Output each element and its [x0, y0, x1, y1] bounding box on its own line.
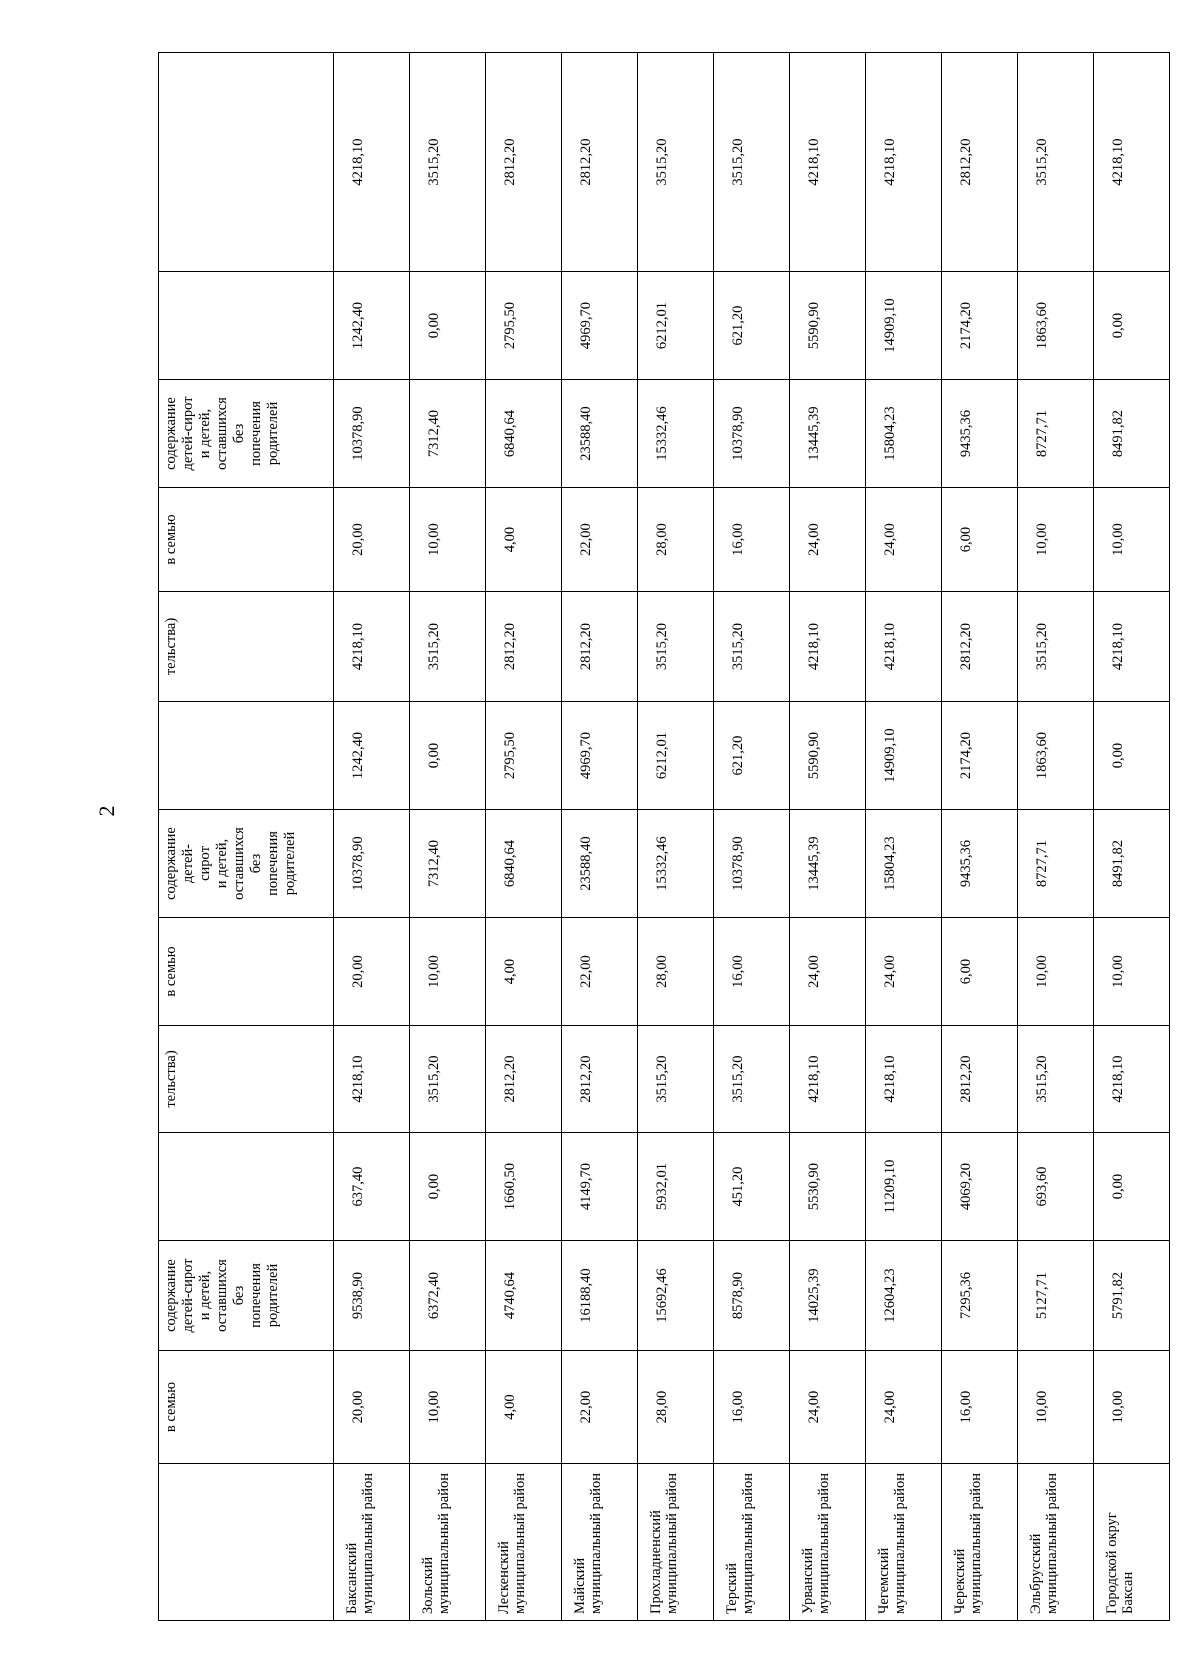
value-cell: 20,00 — [334, 918, 410, 1026]
value-cell: 16,00 — [714, 1351, 790, 1464]
header-cell-empty-3 — [159, 272, 334, 380]
value-cell: 10,00 — [410, 488, 486, 592]
header-line: без — [231, 1285, 247, 1306]
value-cell: 1863,60 — [1018, 272, 1094, 380]
value-cell: 3515,20 — [1018, 592, 1094, 702]
value-cell: 9538,90 — [334, 1241, 410, 1351]
table-row — [410, 53, 486, 1621]
value-cell: 4218,10 — [334, 1026, 410, 1133]
value-cell: 20,00 — [334, 488, 410, 592]
district-name-line: Майский — [572, 1557, 588, 1614]
header-line: родителей — [282, 831, 298, 896]
district-name-cell — [562, 1464, 638, 1621]
header-line: детей- — [180, 843, 196, 884]
value-cell: 10,00 — [1094, 488, 1170, 592]
district-name-cell — [1018, 1464, 1094, 1621]
header-cell-maintenance-3 — [159, 380, 334, 488]
header-line: оставшихся — [231, 827, 247, 900]
value-cell: 3515,20 — [638, 1026, 714, 1133]
value-cell: 4218,10 — [790, 592, 866, 702]
value-cell: 11209,10 — [866, 1133, 942, 1241]
value-cell: 10378,90 — [714, 810, 790, 918]
header-row — [159, 53, 334, 1621]
header-cell-empty-1 — [159, 1133, 334, 1241]
district-name-line: муниципальный район — [512, 1473, 528, 1614]
value-cell: 4218,10 — [334, 53, 410, 272]
header-line: оставшихся — [214, 397, 230, 470]
value-cell: 8491,82 — [1094, 380, 1170, 488]
value-cell: 13445,39 — [790, 810, 866, 918]
value-cell: 2812,20 — [486, 53, 562, 272]
district-name-cell — [334, 1464, 410, 1621]
district-name-cell — [410, 1464, 486, 1621]
value-cell: 3515,20 — [714, 592, 790, 702]
value-cell: 9435,36 — [942, 810, 1018, 918]
value-cell: 15804,23 — [866, 810, 942, 918]
district-name-line: муниципальный район — [740, 1473, 756, 1614]
value-cell: 24,00 — [790, 918, 866, 1026]
value-cell: 4218,10 — [1094, 592, 1170, 702]
district-name-cell — [1094, 1464, 1170, 1621]
value-cell: 14025,39 — [790, 1241, 866, 1351]
value-cell: 10,00 — [1018, 918, 1094, 1026]
value-cell: 5590,90 — [790, 702, 866, 810]
header-line: родителей — [265, 1263, 281, 1328]
value-cell: 8727,71 — [1018, 810, 1094, 918]
value-cell: 28,00 — [638, 488, 714, 592]
value-cell: 4969,70 — [562, 702, 638, 810]
header-cell-guardianship-1: тельства) — [159, 1026, 334, 1133]
district-name-cell — [486, 1464, 562, 1621]
value-cell: 22,00 — [562, 1351, 638, 1464]
value-cell: 3515,20 — [638, 53, 714, 272]
header-cell-family-3: в семью — [159, 488, 334, 592]
district-name-line: Лескенский — [496, 1541, 512, 1614]
value-cell: 637,40 — [334, 1133, 410, 1241]
value-cell: 13445,39 — [790, 380, 866, 488]
value-cell: 24,00 — [790, 488, 866, 592]
value-cell: 6840,64 — [486, 380, 562, 488]
value-cell: 16188,40 — [562, 1241, 638, 1351]
value-cell: 4069,20 — [942, 1133, 1018, 1241]
value-cell: 28,00 — [638, 1351, 714, 1464]
header-cell-maintenance-1 — [159, 1241, 334, 1351]
value-cell: 4218,10 — [790, 1026, 866, 1133]
district-name-line: Городской округ Баксан — [1104, 1512, 1136, 1614]
page-number: 2 — [94, 805, 119, 817]
district-name-line: Терский — [724, 1563, 740, 1614]
data-table — [158, 52, 1170, 1621]
value-cell: 2812,20 — [942, 1026, 1018, 1133]
value-cell: 10,00 — [1094, 1351, 1170, 1464]
district-name-line: муниципальный район — [360, 1473, 376, 1614]
table-area — [158, 53, 1136, 1621]
district-name-cell — [638, 1464, 714, 1621]
value-cell: 5530,90 — [790, 1133, 866, 1241]
value-cell: 14909,10 — [866, 702, 942, 810]
value-cell: 24,00 — [866, 488, 942, 592]
value-cell: 2795,50 — [486, 702, 562, 810]
value-cell: 14909,10 — [866, 272, 942, 380]
value-cell: 3515,20 — [714, 1026, 790, 1133]
header-cell-guardianship-2: тельства) — [159, 592, 334, 702]
value-cell: 4149,70 — [562, 1133, 638, 1241]
value-cell: 3515,20 — [410, 592, 486, 702]
header-line: без — [248, 853, 264, 874]
value-cell: 0,00 — [1094, 702, 1170, 810]
header-cell-empty-4 — [159, 53, 334, 272]
table-body — [159, 53, 1170, 1621]
value-cell: 24,00 — [866, 918, 942, 1026]
table-row — [866, 53, 942, 1621]
value-cell: 10378,90 — [334, 380, 410, 488]
value-cell: 0,00 — [410, 702, 486, 810]
value-cell: 15332,46 — [638, 810, 714, 918]
district-name-cell — [942, 1464, 1018, 1621]
value-cell: 2174,20 — [942, 702, 1018, 810]
value-cell: 2812,20 — [942, 592, 1018, 702]
value-cell: 2812,20 — [486, 592, 562, 702]
value-cell: 0,00 — [410, 272, 486, 380]
header-line: оставшихся — [214, 1259, 230, 1332]
value-cell: 2795,50 — [486, 272, 562, 380]
district-name-line: Черекский — [952, 1548, 968, 1614]
value-cell: 24,00 — [866, 1351, 942, 1464]
value-cell: 4,00 — [486, 918, 562, 1026]
value-cell: 4218,10 — [1094, 53, 1170, 272]
value-cell: 22,00 — [562, 488, 638, 592]
header-line: детей-сирот — [180, 1258, 196, 1333]
value-cell: 4,00 — [486, 1351, 562, 1464]
table-row — [714, 53, 790, 1621]
value-cell: 6,00 — [942, 918, 1018, 1026]
value-cell: 5127,71 — [1018, 1241, 1094, 1351]
value-cell: 3515,20 — [410, 53, 486, 272]
value-cell: 451,20 — [714, 1133, 790, 1241]
value-cell: 6372,40 — [410, 1241, 486, 1351]
value-cell: 7312,40 — [410, 380, 486, 488]
value-cell: 7312,40 — [410, 810, 486, 918]
value-cell: 2174,20 — [942, 272, 1018, 380]
header-cell-family-1: в семью — [159, 1351, 334, 1464]
district-name-line: муниципальный район — [892, 1473, 908, 1614]
value-cell: 16,00 — [714, 918, 790, 1026]
header-line: попечения — [248, 401, 264, 466]
value-cell: 20,00 — [334, 1351, 410, 1464]
header-cell-name — [159, 1464, 334, 1621]
value-cell: 10,00 — [410, 918, 486, 1026]
value-cell: 4218,10 — [866, 1026, 942, 1133]
value-cell: 1863,60 — [1018, 702, 1094, 810]
value-cell: 2812,20 — [562, 1026, 638, 1133]
value-cell: 16,00 — [714, 488, 790, 592]
value-cell: 24,00 — [790, 1351, 866, 1464]
table-row — [562, 53, 638, 1621]
value-cell: 4218,10 — [866, 53, 942, 272]
value-cell: 5590,90 — [790, 272, 866, 380]
value-cell: 6840,64 — [486, 810, 562, 918]
value-cell: 8491,82 — [1094, 810, 1170, 918]
value-cell: 15332,46 — [638, 380, 714, 488]
value-cell: 10378,90 — [334, 810, 410, 918]
value-cell: 8727,71 — [1018, 380, 1094, 488]
district-name-line: муниципальный район — [588, 1473, 604, 1614]
table-row — [790, 53, 866, 1621]
value-cell: 12604,23 — [866, 1241, 942, 1351]
value-cell: 5791,82 — [1094, 1241, 1170, 1351]
district-name-line: муниципальный район — [816, 1473, 832, 1614]
value-cell: 23588,40 — [562, 380, 638, 488]
value-cell: 10378,90 — [714, 380, 790, 488]
district-name-line: Прохладненский — [648, 1510, 664, 1614]
header-line: содержание — [163, 827, 179, 900]
district-name-line: муниципальный район — [968, 1473, 984, 1614]
header-line: попечения — [248, 1263, 264, 1328]
value-cell: 2812,20 — [486, 1026, 562, 1133]
value-cell: 9435,36 — [942, 380, 1018, 488]
value-cell: 6,00 — [942, 488, 1018, 592]
value-cell: 10,00 — [1018, 1351, 1094, 1464]
value-cell: 4218,10 — [866, 592, 942, 702]
value-cell: 4,00 — [486, 488, 562, 592]
district-name-line: муниципальный район — [436, 1473, 452, 1614]
header-line: и детей, — [214, 838, 230, 889]
table-row — [638, 53, 714, 1621]
district-name-line: Зольский — [420, 1556, 436, 1614]
district-name-line: Баксанский — [344, 1542, 360, 1614]
value-cell: 3515,20 — [1018, 53, 1094, 272]
table-row — [942, 53, 1018, 1621]
value-cell: 4740,64 — [486, 1241, 562, 1351]
value-cell: 7295,36 — [942, 1241, 1018, 1351]
district-name-line: Чегемский — [876, 1547, 892, 1614]
district-name-cell — [790, 1464, 866, 1621]
value-cell: 10,00 — [1018, 488, 1094, 592]
value-cell: 6212,01 — [638, 702, 714, 810]
district-name-line: муниципальный район — [1044, 1473, 1060, 1614]
value-cell: 0,00 — [1094, 1133, 1170, 1241]
header-line: и детей, — [197, 408, 213, 459]
value-cell: 2812,20 — [942, 53, 1018, 272]
value-cell: 3515,20 — [1018, 1026, 1094, 1133]
header-cell-family-2: в семью — [159, 918, 334, 1026]
value-cell: 8578,90 — [714, 1241, 790, 1351]
district-name-line: муниципальный район — [664, 1473, 680, 1614]
value-cell: 28,00 — [638, 918, 714, 1026]
value-cell: 3515,20 — [714, 53, 790, 272]
header-line: попечения — [265, 831, 281, 896]
value-cell: 10,00 — [1094, 918, 1170, 1026]
header-line: содержание — [163, 397, 179, 470]
value-cell: 15692,46 — [638, 1241, 714, 1351]
value-cell: 1242,40 — [334, 702, 410, 810]
value-cell: 4218,10 — [790, 53, 866, 272]
value-cell: 1660,50 — [486, 1133, 562, 1241]
value-cell: 15804,23 — [866, 380, 942, 488]
value-cell: 693,60 — [1018, 1133, 1094, 1241]
district-name-cell — [714, 1464, 790, 1621]
value-cell: 16,00 — [942, 1351, 1018, 1464]
district-name-line: Эльбрусский — [1028, 1533, 1044, 1614]
value-cell: 3515,20 — [410, 1026, 486, 1133]
value-cell: 0,00 — [410, 1133, 486, 1241]
value-cell: 621,20 — [714, 272, 790, 380]
value-cell: 23588,40 — [562, 810, 638, 918]
value-cell: 6212,01 — [638, 272, 714, 380]
header-line: родителей — [265, 401, 281, 466]
header-line: содержание — [163, 1259, 179, 1332]
value-cell: 621,20 — [714, 702, 790, 810]
district-name-cell — [866, 1464, 942, 1621]
value-cell: 2812,20 — [562, 53, 638, 272]
table-row — [334, 53, 410, 1621]
district-name-line: Урванский — [800, 1547, 816, 1614]
table-row — [1094, 53, 1170, 1621]
rotated-table-wrapper — [158, 53, 1136, 1621]
header-cell-empty-2 — [159, 702, 334, 810]
value-cell: 4969,70 — [562, 272, 638, 380]
value-cell: 10,00 — [410, 1351, 486, 1464]
value-cell: 22,00 — [562, 918, 638, 1026]
table-row — [486, 53, 562, 1621]
value-cell: 3515,20 — [638, 592, 714, 702]
value-cell: 1242,40 — [334, 272, 410, 380]
header-line: и детей, — [197, 1270, 213, 1321]
value-cell: 0,00 — [1094, 272, 1170, 380]
header-line: сирот — [197, 846, 213, 881]
value-cell: 2812,20 — [562, 592, 638, 702]
value-cell: 5932,01 — [638, 1133, 714, 1241]
header-cell-maintenance-2 — [159, 810, 334, 918]
value-cell: 4218,10 — [334, 592, 410, 702]
header-line: детей-сирот — [180, 396, 196, 471]
value-cell: 4218,10 — [1094, 1026, 1170, 1133]
header-line: без — [231, 423, 247, 444]
table-row — [1018, 53, 1094, 1621]
